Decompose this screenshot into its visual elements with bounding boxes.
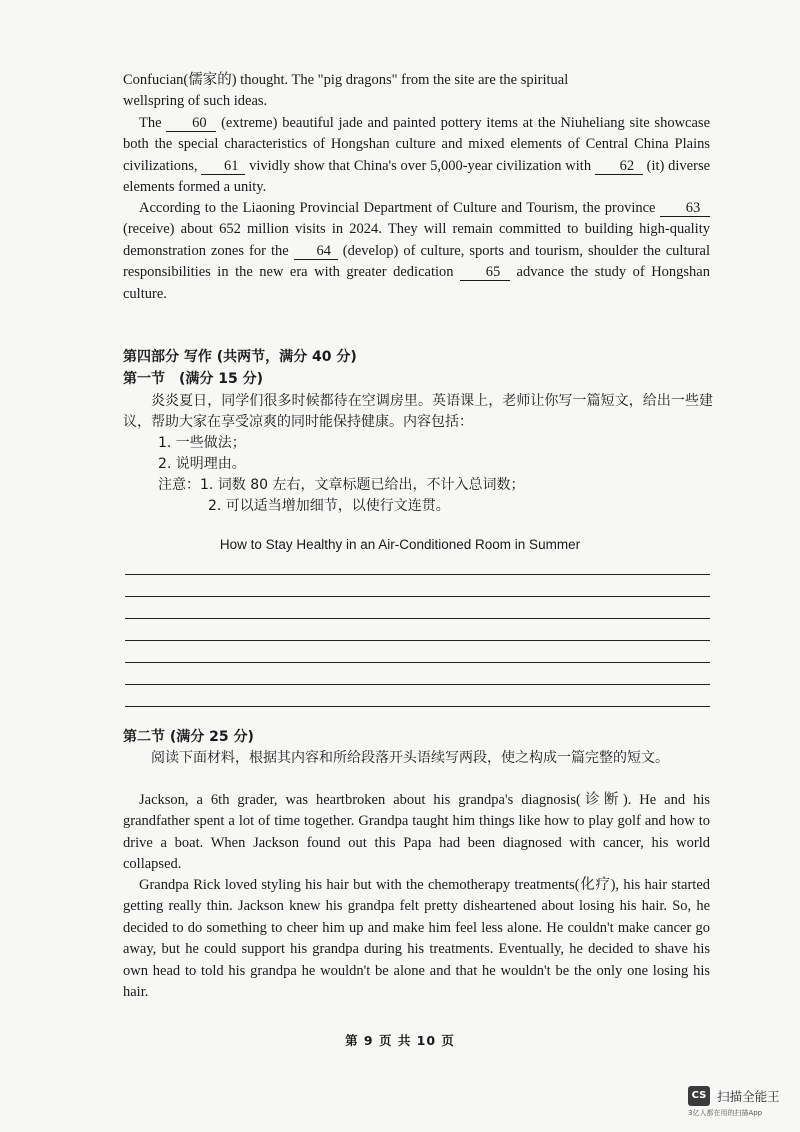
section2-heading: 第二节 (满分 25 分) [123,729,254,745]
blank-60[interactable]: 60 [166,115,216,132]
prompt-item-2: 2. 说明理由。 [158,456,246,472]
story-paragraph-1: Jackson, a 6th grader, was heartbroken about his grandpa's diagnosis(诊断). He and his grandfather spent a lot of time together. Grandpa taught him things like how to play golf and how to drive a boat. When Jackson found out this Papa had been diagnosed with cancer, his world collapsed. [123,792,710,873]
blank-65[interactable]: 65 [460,264,510,281]
watermark-subtitle: 3亿人都在用的扫描App [688,1108,763,1117]
paragraph-liaoning [123,198,710,305]
text-run: (extreme) beautiful jade and painted pottery items at the Niuheliang site showcase both the special characteristics of Hongshan culture and mixed elements of Central China Plains civilizations, [123,115,710,174]
blank-62[interactable]: 62 [595,158,643,175]
text-run: advance the study of Hongshan culture. [123,264,710,302]
text-run: (receive) about 652 million visits in 2024. They will remain committed to building high-quality demonstration zones for the [123,221,710,259]
writing-prompt: 炎炎夏日，同学们很多时候都待在空调房里。英语课上，老师让你写一篇短文，给出一些建议，帮助大家在享受凉爽的同时能保持健康。内容包括： [123,393,713,430]
story-paragraph-2: Grandpa Rick loved styling his hair but with the chemotherapy treatments(化疗), his hair started getting really thin. Jackson knew his grandpa felt pretty disheartened about losing his hair. So, he decided to do something to cheer him up and make him feel less alone. He couldn't make cancer go away, but he could support his grandpa during his treatments. Eventually, he decided to shave his own head to told his grandpa he wouldn't be alone and that he wouldn't be the only one losing his hair. [123,877,710,1001]
paragraph-confucian [123,70,710,113]
section2-instruction: 阅读下面材料，根据其内容和所给段落开头语续写两段，使之构成一篇完整的短文。 [151,750,669,766]
blank-61[interactable]: 61 [201,158,245,175]
part4-heading: 第四部分 写作 (共两节，满分 40 分) [123,349,357,365]
prompt-note-1: 注意：1. 词数 80 左右，文章标题已给出，不计入总词数； [158,477,525,493]
writing-line[interactable] [125,662,710,663]
blank-64[interactable]: 64 [294,243,338,260]
writing-line[interactable] [125,596,710,597]
paragraph-niuheliang [123,113,710,199]
writing-line[interactable] [125,706,710,707]
writing-line[interactable] [125,574,710,575]
writing-line[interactable] [125,684,710,685]
paragraph-line: wellspring of such ideas. [123,93,268,110]
text-run: vividly show that China's over 5,000-year civilization with [249,157,595,174]
watermark-name: 扫描全能王 [717,1088,780,1104]
text-run: (it) diverse elements formed a unity. [123,157,711,196]
scanner-watermark [688,1085,798,1118]
prompt-note-2: 2. 可以适当增加细节，以使行文连贯。 [208,498,450,514]
paragraph-line: Confucian(儒家的) thought. The "pig dragons" from the site are the spiritual [123,72,569,88]
writing-line[interactable] [125,618,710,619]
text-run: (develop) of culture, sports and tourism, shoulder the cultural responsibilities in the new era with greater dedication [123,242,711,281]
page-number: 第 9 页 共 10 页 [345,1033,455,1048]
writing-line[interactable] [125,640,710,641]
section1-heading: 第一节 (满分 15 分) [123,371,264,387]
essay-title: How to Stay Healthy in an Air-Conditioned Room in Summer [219,537,581,552]
camscanner-logo-icon: CS [688,1086,710,1106]
text-run: According to the Liaoning Provincial Department of Culture and Tourism, the province [139,200,660,216]
text-run: The [139,115,167,131]
prompt-item-1: 1. 一些做法； [158,435,246,451]
blank-63[interactable]: 63 [660,200,710,217]
